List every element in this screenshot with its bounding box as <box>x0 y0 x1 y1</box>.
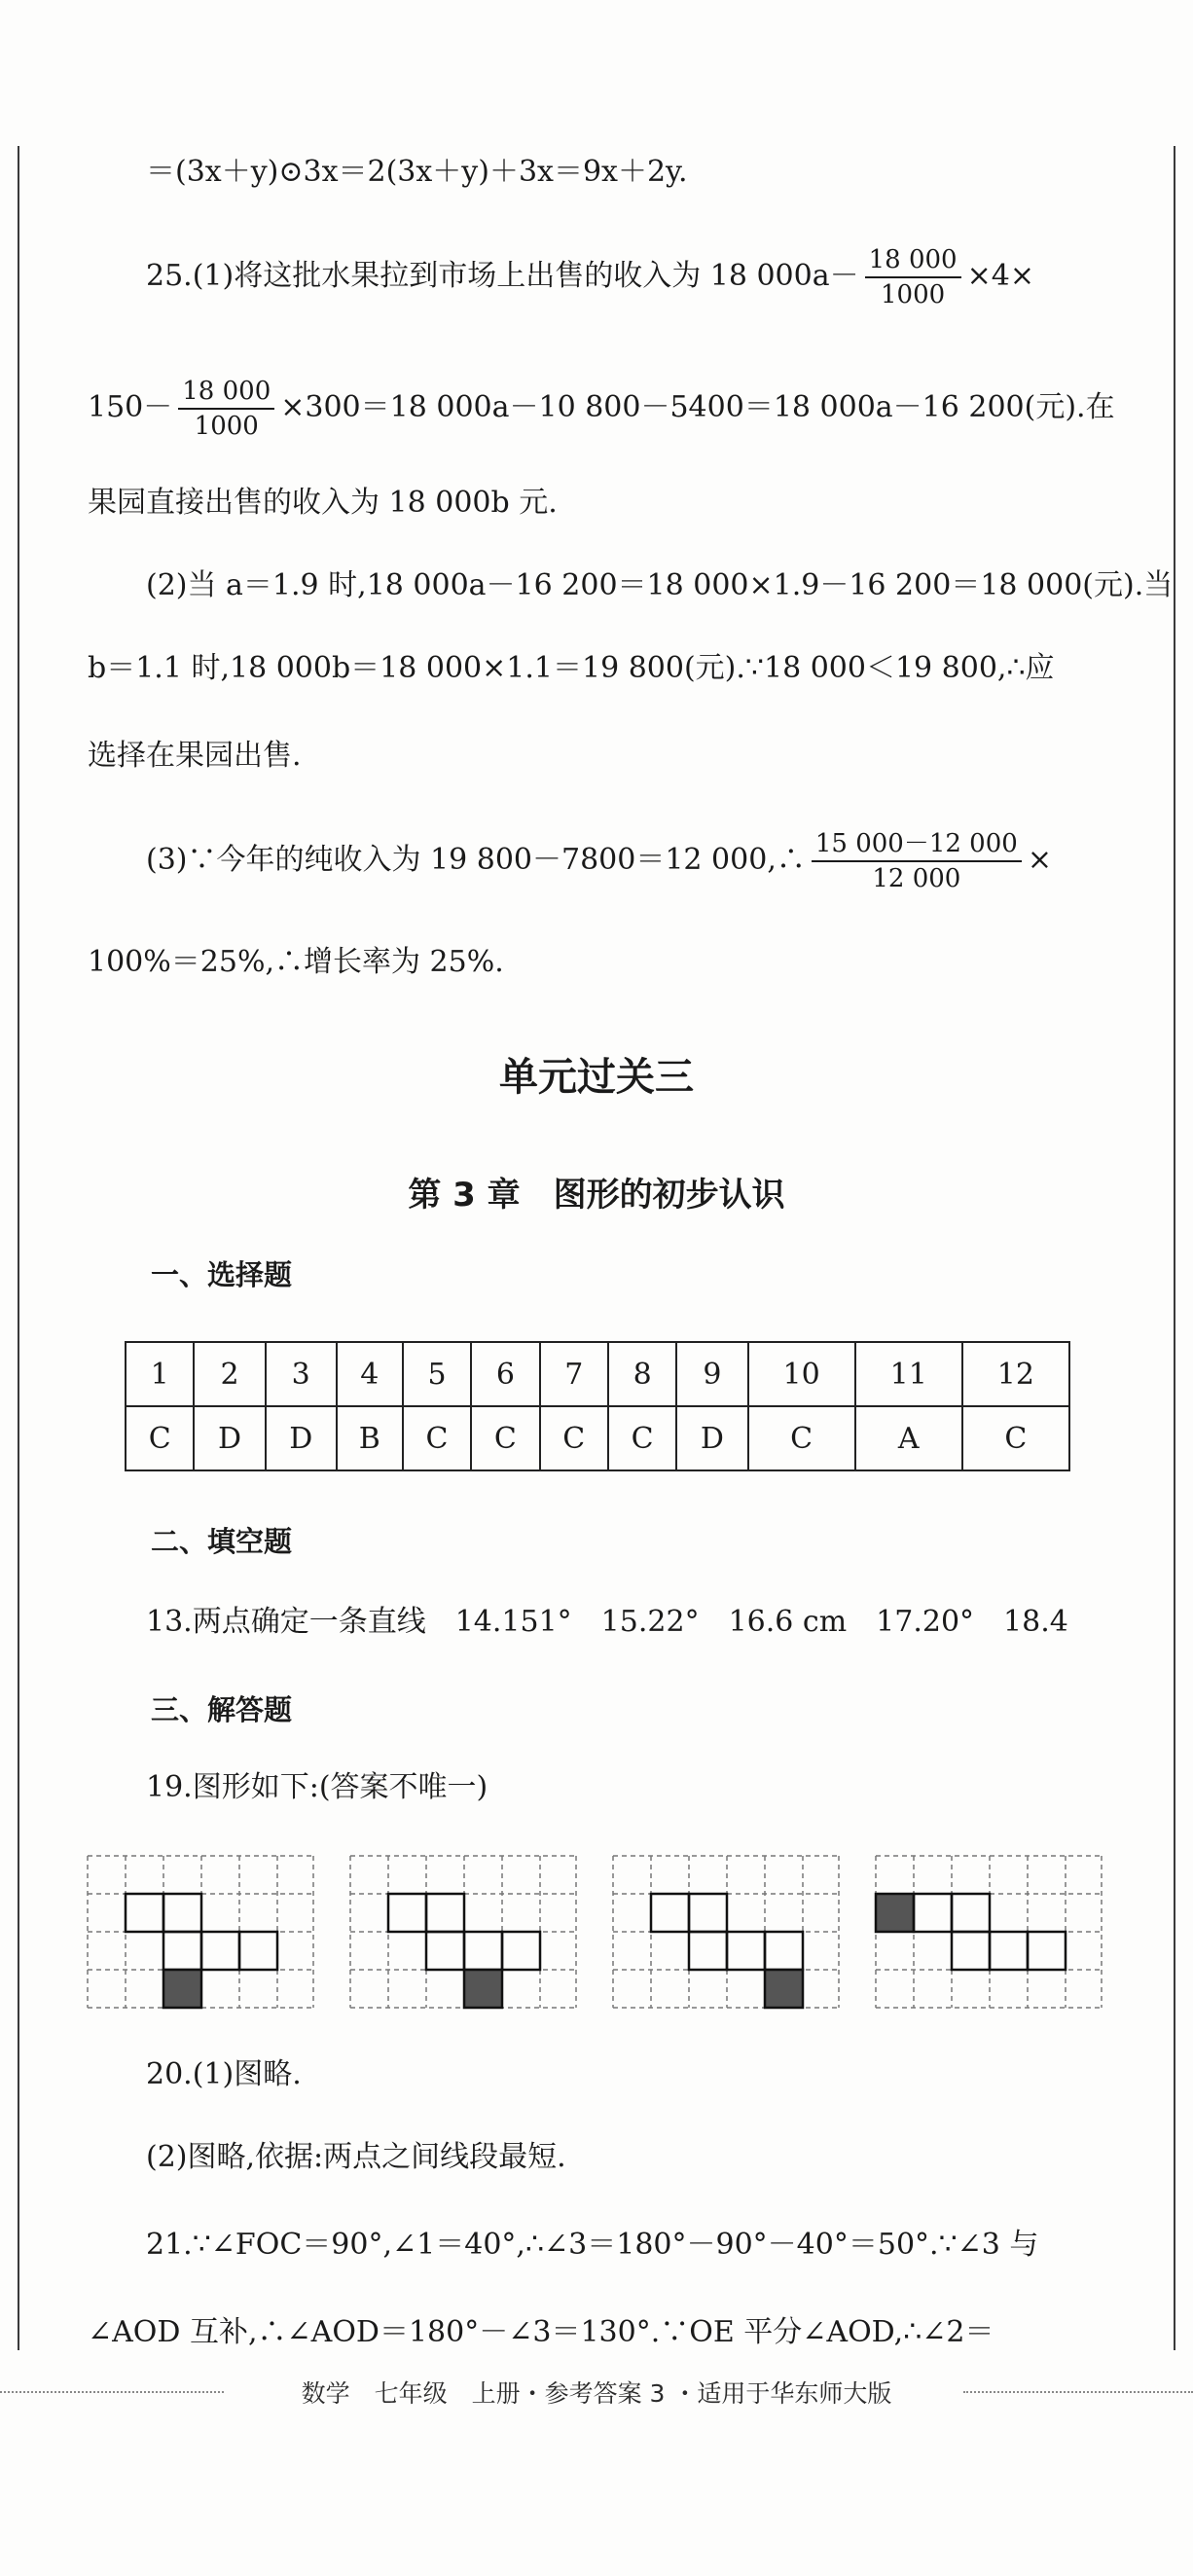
table-cell: C <box>126 1406 194 1470</box>
section-heading-solve: 三、解答题 <box>151 1693 293 1726</box>
text-line-4: 果园直接出售的收入为 18 000b 元. <box>88 486 558 520</box>
table-cell: D <box>676 1406 747 1470</box>
text-line-1: ＝(3x＋y)⊙3x＝2(3x＋y)＋3x＝9x＋2y. <box>146 155 688 189</box>
grid-figure-1 <box>86 1854 315 2010</box>
text-line-8 <box>146 827 1105 895</box>
table-cell: A <box>855 1406 962 1470</box>
right-margin-line <box>1174 146 1175 2350</box>
grid-figure-2 <box>348 1854 578 2010</box>
question-21-line-1: 21.∵∠FOC＝90°,∠1＝40°,∴∠3＝180°－90°－40°＝50°.∵∠3 与 <box>146 2228 1039 2262</box>
text-segment: ×4× <box>966 259 1034 293</box>
table-cell: 11 <box>855 1342 962 1406</box>
grid-figure-4 <box>874 1854 1103 2010</box>
table-cell: 9 <box>676 1342 747 1406</box>
grid-figure-3 <box>611 1854 841 2010</box>
fraction-numerator: 18 000 <box>178 375 274 410</box>
grid-figures <box>86 1854 1107 2010</box>
table-cell: B <box>337 1406 403 1470</box>
fraction-denominator: 1000 <box>881 280 946 309</box>
fraction-numerator: 18 000 <box>865 243 961 278</box>
question-20-part-1: 20.(1)图略. <box>146 2057 302 2091</box>
table-cell: D <box>194 1406 265 1470</box>
text-segment: 150－ <box>88 390 173 424</box>
section-heading-fill: 二、填空题 <box>151 1525 293 1558</box>
question-19: 19.图形如下:(答案不唯一) <box>146 1770 488 1804</box>
page-footer: 数学 七年级 上册・参考答案 3 ・适用于华东师大版 <box>301 2379 892 2408</box>
fraction-3 <box>812 827 1022 895</box>
table-cell: 1 <box>126 1342 194 1406</box>
table-cell: C <box>403 1406 471 1470</box>
table-cell: 8 <box>608 1342 676 1406</box>
fraction-2 <box>178 375 274 443</box>
table-cell: D <box>266 1406 337 1470</box>
fraction-1 <box>865 243 961 311</box>
text-line-2 <box>146 243 1105 311</box>
chapter-title: 第 3 章 图形的初步认识 <box>408 1176 785 1215</box>
table-row-numbers <box>126 1342 1069 1406</box>
table-cell: 7 <box>540 1342 608 1406</box>
text-segment: 25.(1)将这批水果拉到市场上出售的收入为 18 000a－ <box>146 259 859 293</box>
question-20-part-2: (2)图略,依据:两点之间线段最短. <box>146 2140 566 2174</box>
text-segment: (3)∵今年的纯收入为 19 800－7800＝12 000,∴ <box>146 843 806 877</box>
table-cell: 3 <box>266 1342 337 1406</box>
table-cell: 2 <box>194 1342 265 1406</box>
table-cell: C <box>962 1406 1069 1470</box>
question-21-line-2: ∠AOD 互补,∴∠AOD＝180°－∠3＝130°.∵OE 平分∠AOD,∴∠2＝ <box>88 2315 994 2349</box>
text-segment: × <box>1027 843 1052 877</box>
table-cell: 10 <box>748 1342 855 1406</box>
fraction-numerator: 15 000－12 000 <box>812 827 1022 862</box>
section-heading-choice: 一、选择题 <box>151 1258 293 1291</box>
table-cell: 5 <box>403 1342 471 1406</box>
text-line-7: 选择在果园出售. <box>88 739 302 773</box>
table-cell: 6 <box>471 1342 539 1406</box>
fill-answers: 13.两点确定一条直线 14.151° 15.22° 16.6 cm 17.20° 18.4 <box>146 1605 1068 1639</box>
table-cell: C <box>748 1406 855 1470</box>
table-cell: C <box>540 1406 608 1470</box>
fraction-denominator: 1000 <box>194 412 259 441</box>
text-segment: ×300＝18 000a－10 800－5400＝18 000a－16 200(元).在 <box>280 390 1115 424</box>
fraction-denominator: 12 000 <box>872 864 961 893</box>
table-cell: C <box>471 1406 539 1470</box>
text-line-5: (2)当 a＝1.9 时,18 000a－16 200＝18 000×1.9－16 200＝18 000(元).当 <box>146 568 1174 602</box>
left-margin-line <box>18 146 19 2350</box>
table-row-answers <box>126 1406 1069 1470</box>
table-cell: 4 <box>337 1342 403 1406</box>
unit-title: 单元过关三 <box>499 1055 694 1100</box>
table-cell: C <box>608 1406 676 1470</box>
text-line-9: 100%＝25%,∴增长率为 25%. <box>88 945 504 979</box>
text-line-3 <box>88 375 1115 443</box>
text-line-6: b＝1.1 时,18 000b＝18 000×1.1＝19 800(元).∵18 000＜19 800,∴应 <box>88 651 1055 685</box>
table-cell: 12 <box>962 1342 1069 1406</box>
answer-table <box>125 1341 1070 1471</box>
